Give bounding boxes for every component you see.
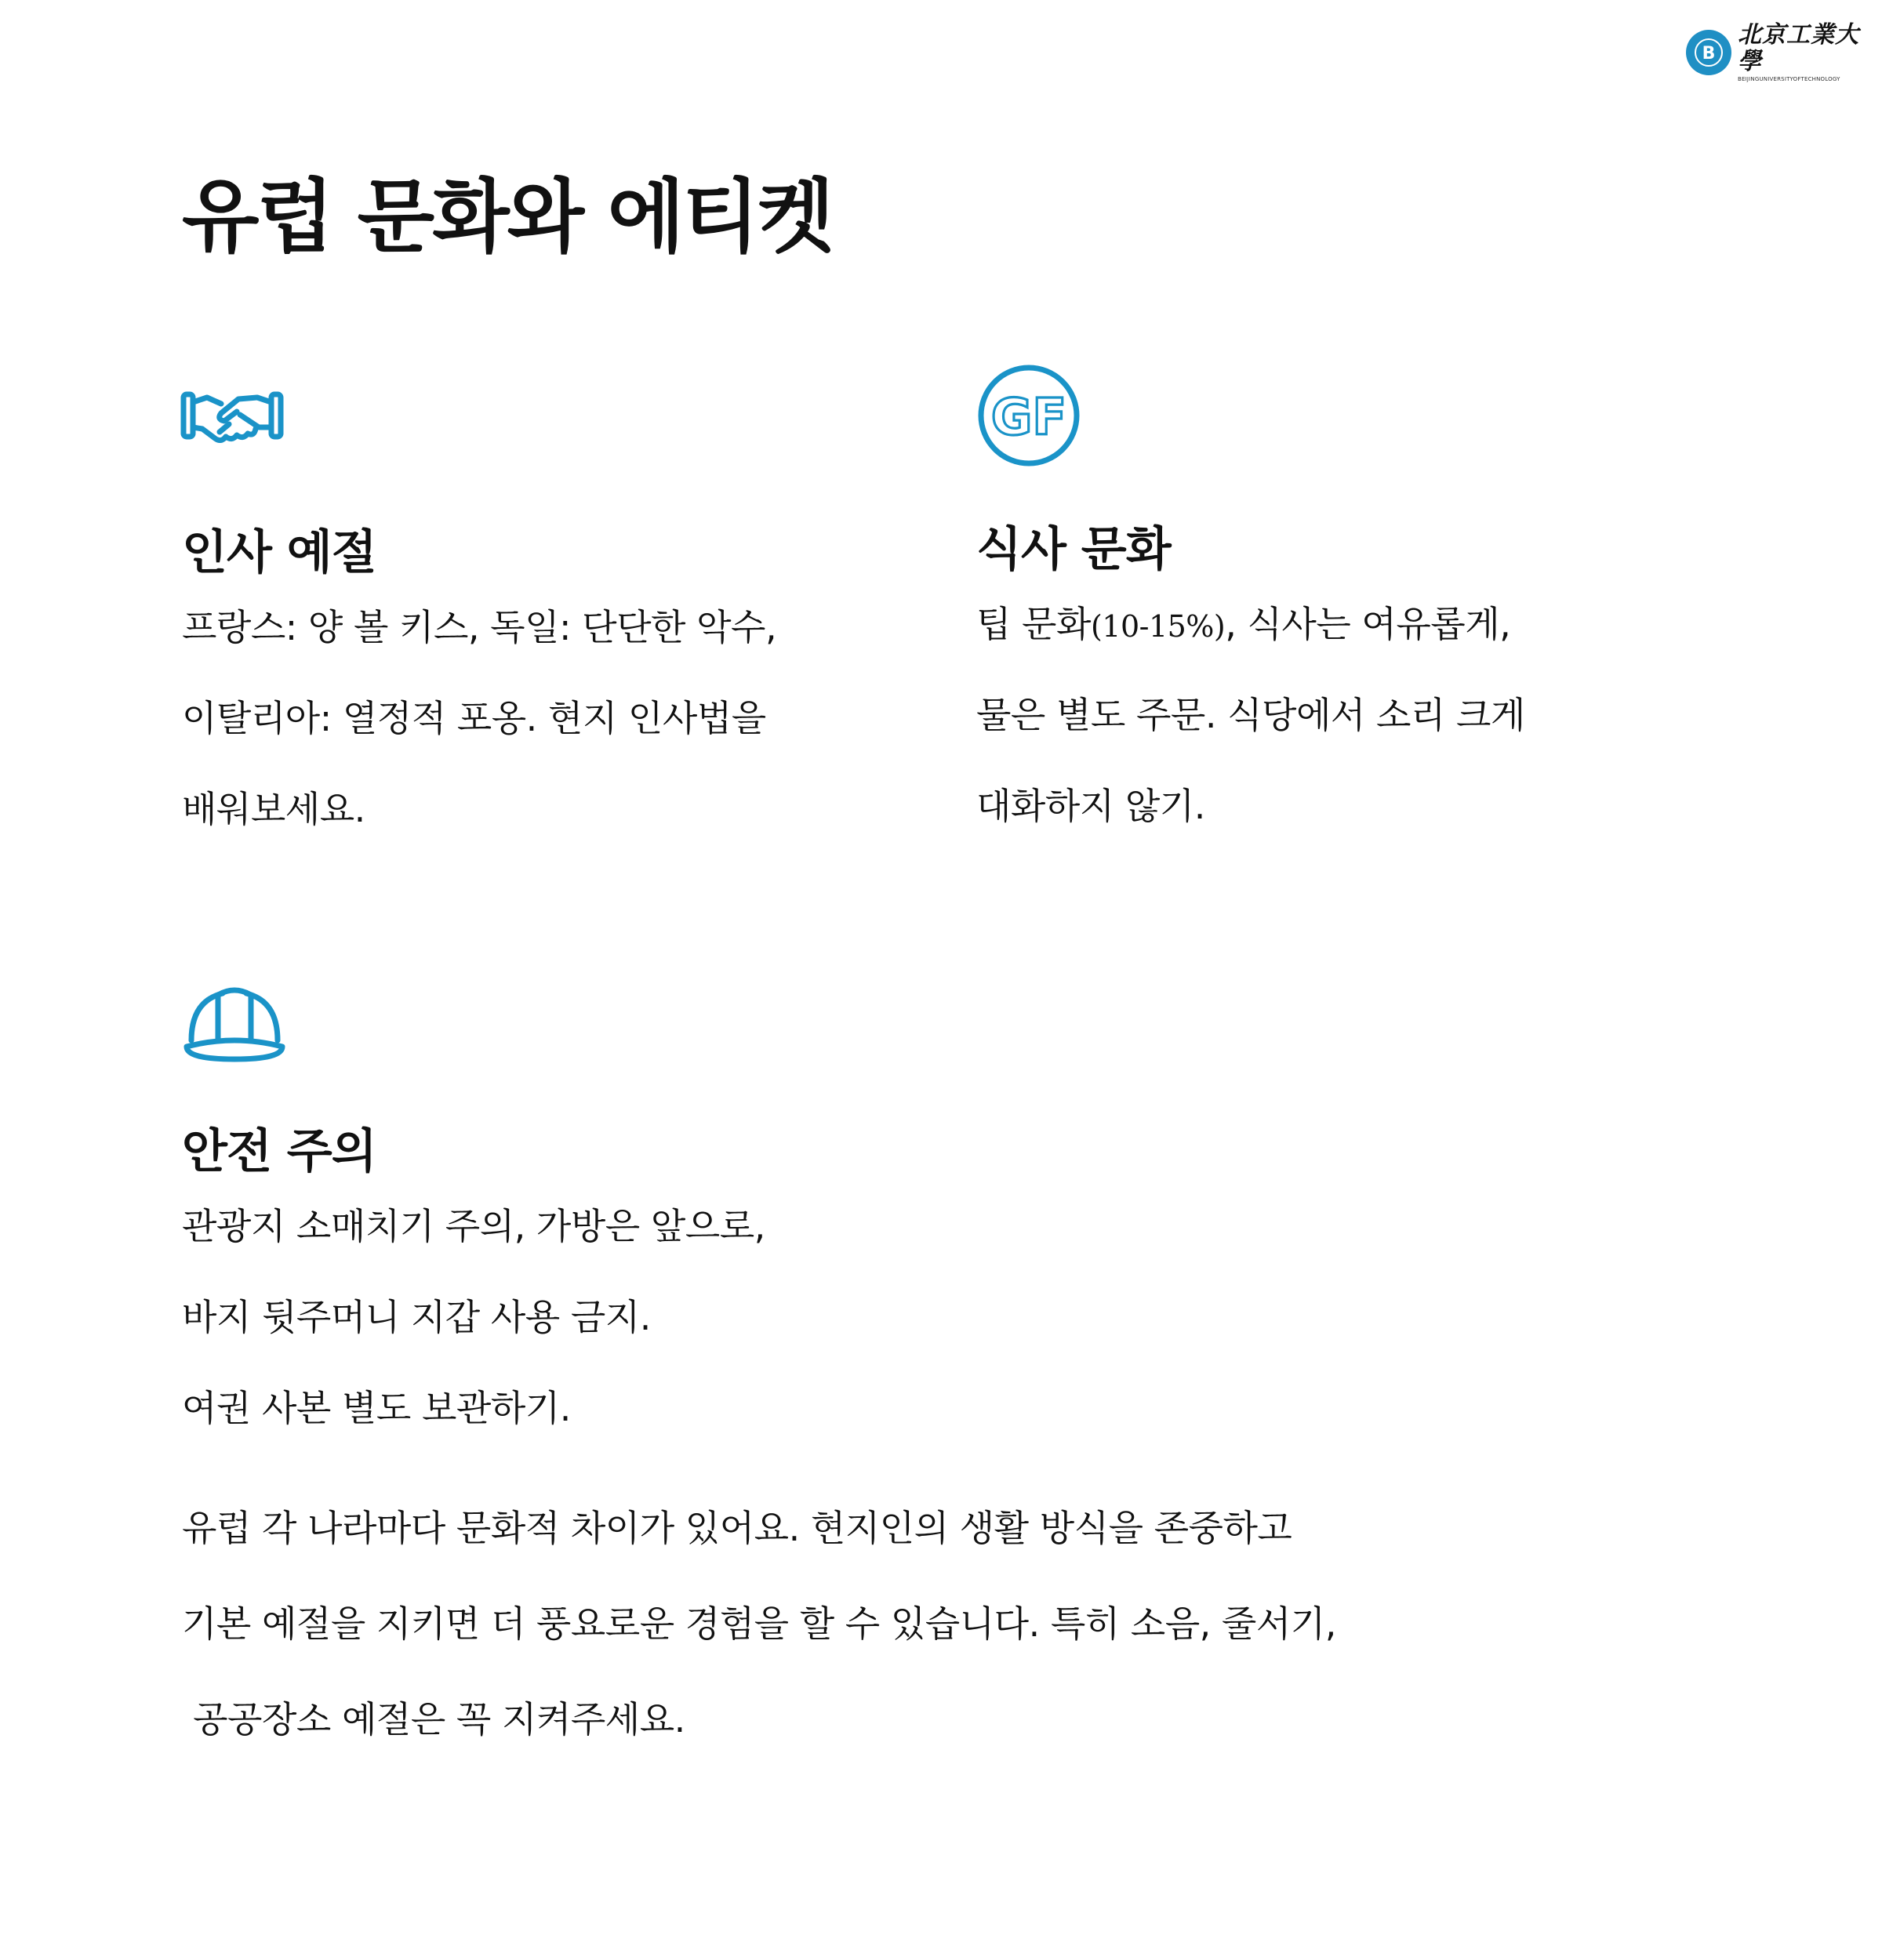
- university-logo: [1686, 21, 1862, 82]
- section-safety: [182, 984, 903, 1431]
- page-title: 유럽 문화와 에티켓: [182, 171, 833, 264]
- section-text-line: 프랑스: 양 볼 키스, 독일: 단단한 악수,: [182, 606, 777, 648]
- section-title: 식사 문화: [976, 522, 1171, 577]
- section-text-line: 바지 뒷주머니 지갑 사용 금지.: [182, 1296, 651, 1338]
- section-dining: [976, 363, 1729, 829]
- logo-badge-icon: [1686, 30, 1731, 75]
- section-text-line: 물은 별도 주문. 식당에서 소리 크게: [976, 694, 1525, 736]
- summary-paragraph: [182, 1505, 1672, 1742]
- logo-name-en: BEIJINGUNIVERSITYOFTECHNOLOGY: [1738, 76, 1840, 82]
- section-title: 인사 예절: [182, 525, 376, 580]
- helmet-icon: [182, 984, 287, 1065]
- gluten-free-icon: [976, 363, 1081, 468]
- logo-name-cn: 北京工業大學: [1738, 21, 1859, 75]
- section-text-line: 대화하지 않기.: [976, 785, 1205, 827]
- gluten-free-icon-label: GF: [990, 389, 1067, 447]
- handshake-icon: [180, 388, 284, 443]
- summary-line: 유럽 각 나라마다 문화적 차이가 있어요. 현지인의 생활 방식을 존중하고: [182, 1507, 1292, 1549]
- section-greeting: [182, 388, 903, 832]
- section-text-line: 이탈리아: 열정적 포옹. 현지 인사법을: [182, 697, 766, 739]
- section-text-line: 팁 문화(10-15%), 식사는 여유롭게,: [976, 603, 1511, 645]
- summary-line: 기본 예절을 지키면 더 풍요로운 경험을 할 수 있습니다. 특히 소음, 줄서기,: [182, 1602, 1336, 1645]
- section-title: 안전 주의: [182, 1124, 376, 1179]
- summary-line: 공공장소 예절은 꼭 지켜주세요.: [182, 1698, 685, 1740]
- section-text-line: 관광지 소매치기 주의, 가방은 앞으로,: [182, 1205, 765, 1247]
- section-text-line: 배워보세요.: [182, 788, 365, 830]
- logo-badge-letter: B: [1702, 44, 1716, 64]
- section-text-line: 여권 사본 별도 보관하기.: [182, 1387, 571, 1429]
